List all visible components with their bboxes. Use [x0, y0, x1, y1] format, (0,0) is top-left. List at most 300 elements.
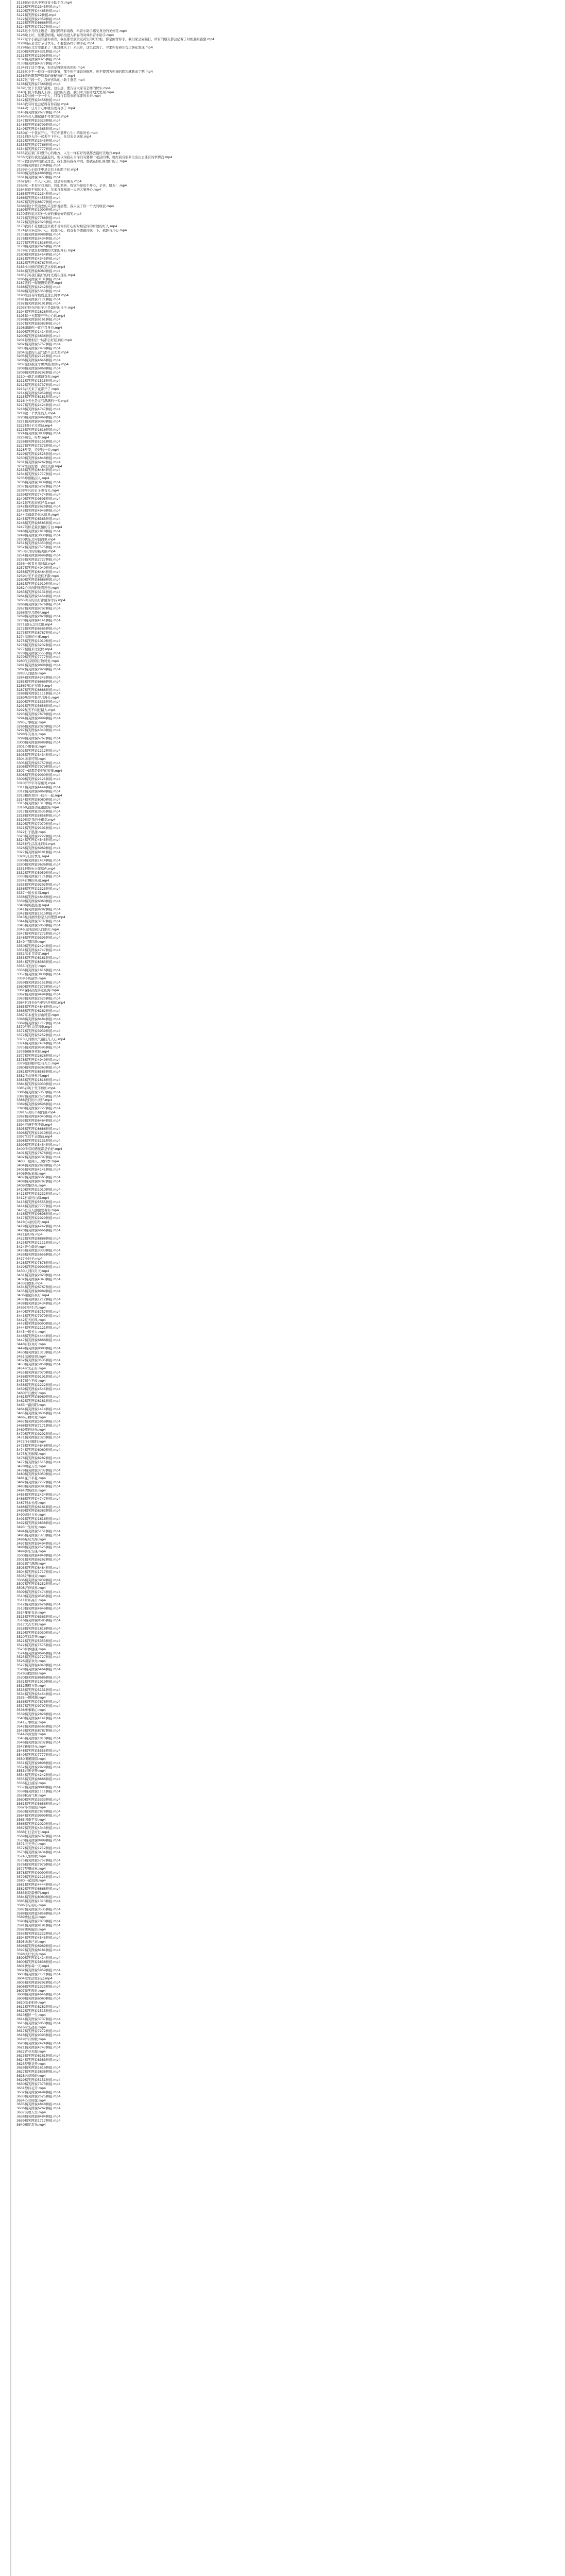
file-list-item: 3238平凡的日子也有光.mp4	[16, 488, 59, 493]
file-list-item: 3260搞笑图说8686拼接.mp4	[16, 578, 61, 582]
file-list-item: 3286好运正在路上.mp4	[16, 684, 53, 688]
file-list-item: 3199搞笑图说1414拼接.mp4	[16, 330, 61, 334]
file-list-item: 3209搞笑图说9292拼接.mp4	[16, 371, 61, 375]
file-list-item: 3134到了这个季节，你还记得别样的你吗.mp4	[16, 66, 85, 70]
file-list-item: 3424开心就好.mp4	[16, 1245, 46, 1249]
file-list-item: 3342搞笑图说1515拼接.mp4	[16, 911, 61, 916]
file-list-item: 3139分爱下长度好最爱，这么远，要告诉大家有怎样的快乐.mp4	[16, 86, 111, 90]
file-list-item: 3268愿岁月静好.mp4	[16, 611, 49, 615]
file-list-item: 3156大家好我这是最近的，他以为我在当你们有要和一起活的事，就好我有很多生活出去还有的事情我.mp4	[16, 155, 173, 159]
file-list-item: 3138搞笑图说7366拼接.mp4	[16, 82, 61, 86]
file-list-item: 3295万事胜意.mp4	[16, 720, 46, 724]
file-list-item: 3311搞笑图说4444拼接.mp4	[16, 785, 61, 789]
file-list-item: 3303搞笑图说3434拼接.mp4	[16, 753, 61, 757]
file-list-item: 3154搞笑图说7777拼接.mp4	[16, 147, 61, 151]
file-list-item: 3337一起去看海.mp4	[16, 891, 49, 895]
file-list-item: 3142搞笑图说3456拼接.mp4	[16, 98, 61, 103]
file-list-item: 3430人间四月天.mp4	[16, 1269, 49, 1273]
file-list-item: 3568日日是好日.mp4	[16, 1830, 49, 1834]
file-list-item: 3143我有时也会记得有你我给.mp4	[16, 103, 69, 107]
file-list-item: 3367草木蔓发春山可望.mp4	[16, 1013, 59, 1017]
file-list-item: 3224搞笑图说3838拼接.mp4	[16, 432, 61, 436]
file-list-item: 3266搞笑图说7676拼接.mp4	[16, 602, 61, 606]
file-list-item: 3166搞笑图说4455拼接.mp4	[16, 196, 61, 200]
file-list-item: 3549搞笑图说7777拼接.mp4	[16, 1753, 61, 1757]
file-list-item: 3593搞笑图说2222拼接.mp4	[16, 1932, 61, 1936]
file-list-item: 3200搞笑图说3636拼接.mp4	[16, 334, 61, 338]
file-list-item: 3184搞笑图说8080拼接.mp4	[16, 269, 61, 273]
file-list-item: 3615搞笑图说5050拼接.mp4	[16, 2021, 61, 2025]
file-list-item: 3551搞笑图说9898拼接.mp4	[16, 1761, 61, 1765]
file-list-item: 3309搞笑图说2121拼接.mp4	[16, 777, 61, 782]
file-list-item: 3479搞笑图说3737拼接.mp4	[16, 1468, 61, 1472]
file-list-item: 3296搞笑图说2020拼接.mp4	[16, 724, 61, 728]
file-list-item: 3275搞笑图说1010拼接.mp4	[16, 639, 61, 643]
file-list-item: 3453搞笑图说5858拼接.mp4	[16, 1363, 61, 1367]
file-list-item: 3281搞笑图说9898拼接.mp4	[16, 664, 61, 668]
file-list-item: 3371搞笑图说3939拼接.mp4	[16, 1029, 61, 1033]
file-list-item: 3538事事顺心.mp4	[16, 1708, 46, 1713]
file-list-item: 3278搞笑图说5555拼接.mp4	[16, 651, 61, 655]
file-list-item: 3574人生如歌.mp4	[16, 1855, 46, 1859]
file-list-item: 3597搞笑图说8181拼接.mp4	[16, 1948, 61, 1952]
file-list-item: 3213春天来了花都开了.mp4	[16, 387, 59, 391]
file-list-item: 3579搞笑图说2121拼接.mp4	[16, 1875, 61, 1879]
file-list-item: 3451温暖如初.mp4	[16, 1354, 46, 1359]
file-list-item: 3527搞笑图说4040拼接.mp4	[16, 1664, 61, 1668]
file-list-item: 3146当有人想起最不可那写出.mp4	[16, 114, 69, 118]
file-list-item: 3153搞笑图说7766拼接.mp4	[16, 143, 61, 147]
file-list-item: 3230搞笑图说4848拼接.mp4	[16, 456, 61, 460]
file-list-item: 3369搞笑图说1717拼接.mp4	[16, 1021, 61, 1025]
file-list-item: 3488搞笑图说6161拼接.mp4	[16, 1505, 61, 1509]
file-list-item: 3570搞笑图说8989拼接.mp4	[16, 1838, 61, 1842]
file-list-item: 3423搞笑图说1111拼接.mp4	[16, 1241, 61, 1245]
file-list-item: 3457初心不改.mp4	[16, 1379, 46, 1383]
file-list-item: 3505好事成双.mp4	[16, 1574, 46, 1578]
file-list-item: 3208搞笑图说6868拼接.mp4	[16, 367, 61, 371]
file-list-item: 3637笑看人生.mp4	[16, 2111, 46, 2115]
file-list-item: 3312搞笑图说6868拼接.mp4	[16, 789, 61, 793]
file-list-item: 3322日子很甜.mp4	[16, 830, 46, 834]
file-list-item: 3282搞笑图说2929拼接.mp4	[16, 668, 61, 672]
file-list-item: 3589勇往直前.mp4	[16, 1916, 46, 1920]
file-list-item: 3320搞笑图说7070拼接.mp4	[16, 822, 61, 826]
file-list-item: 3397生活不止眼前.mp4	[16, 1135, 53, 1139]
file-list-item: 3299搞笑图说6767拼接.mp4	[16, 737, 61, 741]
file-list-item: 3380搞笑图说6363拼接.mp4	[16, 1066, 61, 1070]
file-list-item: 3356搞笑图说1616拼接.mp4	[16, 968, 61, 972]
file-list-item: 3187我们一起慢慢变老吧.mp4	[16, 281, 62, 285]
file-list-item: 3233搞笑图说8484拼接.mp4	[16, 468, 61, 472]
file-list-item: 3403一屋两人三餐四季.mp4	[16, 1159, 59, 1163]
file-list-item: 3514年年有余.mp4	[16, 1611, 46, 1615]
file-list-item: 3561搞笑图说5656拼接.mp4	[16, 1802, 61, 1806]
file-list-item: 3543搞笑图说8787拼接.mp4	[16, 1728, 61, 1733]
file-list-item: 3151到冷天冷一起去不下开心，在过去会送你.mp4	[16, 135, 92, 139]
file-list-item: 3493一生所爱.mp4	[16, 1525, 46, 1529]
file-list-item: 3336搞笑图说2323拼接.mp4	[16, 887, 61, 891]
file-list-item: 3222把日子过成诗.mp4	[16, 423, 53, 428]
file-list-item: 3446搞笑图说4444拼接.mp4	[16, 1334, 61, 1338]
file-list-item: 3305搞笑图说5757拼接.mp4	[16, 761, 61, 765]
file-list-item: 3428搞笑图说7878拼接.mp4	[16, 1261, 61, 1265]
file-list-item: 3419搞笑图说4242拼接.mp4	[16, 1225, 61, 1229]
file-list-item: 3253努力的你最美丽.mp4	[16, 550, 56, 554]
file-list-item: 3285搞笑图说6666拼接.mp4	[16, 680, 61, 684]
file-list-item: 3496星辰大海.mp4	[16, 1537, 46, 1541]
file-list-item: 3606搞笑图说2323拼接.mp4	[16, 1985, 61, 1989]
file-list-item: 3304未来可期.mp4	[16, 757, 46, 761]
file-list-item: 3411搞笑图说3232拼接.mp4	[16, 1192, 61, 1196]
file-list-item: 3300搞笑图说8989拼接.mp4	[16, 741, 61, 745]
file-list-item: 3459搞笑图说4545拼接.mp4	[16, 1387, 61, 1391]
file-list-item: 3608搞笑图说4646拼接.mp4	[16, 1993, 61, 1997]
file-list-item: 3478晴空万里.mp4	[16, 1464, 46, 1468]
file-list-item: 3315搞笑图说1313拼接.mp4	[16, 802, 61, 806]
file-list-item: 3402搞笑图说9797拼接.mp4	[16, 1155, 61, 1159]
file-list-item: 3259时光不老我们不散.mp4	[16, 574, 59, 578]
file-list-item: 3340晚风很温柔.mp4	[16, 903, 49, 907]
file-list-item: 3541万事如意.mp4	[16, 1720, 46, 1724]
file-list-item: 3474搞笑图说6060拼接.mp4	[16, 1448, 61, 1452]
file-list-item: 3470搞笑图说9292拼接.mp4	[16, 1432, 61, 1436]
file-list-item: 3521搞笑图说5353拼接.mp4	[16, 1639, 61, 1643]
file-list-item: 3218搞笑图说4747拼接.mp4	[16, 408, 61, 412]
file-list-item: 3618搞笑图说9393拼接.mp4	[16, 2033, 61, 2038]
file-list-item: 3571天天开心.mp4	[16, 1842, 46, 1846]
file-list-item: 3177搞笑图说1818拼接.mp4	[16, 241, 61, 245]
file-list-item: 3436遇见你真好.mp4	[16, 1294, 49, 1298]
file-list-item: 3465搞笑图说3636拼接.mp4	[16, 1412, 61, 1416]
file-list-item: 3444搞笑图说2121拼接.mp4	[16, 1326, 61, 1330]
file-list-item: 3225晚安，好梦.mp4	[16, 436, 49, 440]
file-list-item: 3358不负韶华.mp4	[16, 976, 46, 980]
file-list-item: 3486搞笑图说4747拼接.mp4	[16, 1497, 61, 1501]
file-list-item: 3621搞笑图说4747拼接.mp4	[16, 2045, 61, 2049]
file-list-item: 3413搞笑图说5555拼接.mp4	[16, 1200, 61, 1204]
file-list-item: 3237搞笑图说5252拼接.mp4	[16, 484, 61, 488]
file-list-item: 3471搞笑图说2323拼接.mp4	[16, 1436, 61, 1440]
file-list-item: 3626搞笑图说1616拼接.mp4	[16, 2066, 61, 2070]
file-list-item: 3354搞笑图说8383拼接.mp4	[16, 960, 61, 964]
file-list-item: 3495搞笑图说7373拼接.mp4	[16, 1533, 61, 1537]
file-list-item: 3461搞笑图说6969拼接.mp4	[16, 1395, 61, 1399]
file-list-item: 3258搞笑图说6464拼接.mp4	[16, 570, 61, 574]
file-list-item: 3344搞笑图说3737拼接.mp4	[16, 920, 61, 924]
file-list-item: 3622青春无悔.mp4	[16, 2049, 46, 2054]
file-list-item: 3490来日方长.mp4	[16, 1513, 46, 1517]
file-list-item: 3389搞笑图说9696拼接.mp4	[16, 1103, 61, 1107]
file-list-item: 3263搞笑图说3131拼接.mp4	[16, 590, 61, 595]
file-list-item: 3462搞笑图说8181拼接.mp4	[16, 1399, 61, 1403]
file-list-item: 3450搞笑图说1313拼接.mp4	[16, 1350, 61, 1354]
file-list-item: 3516搞笑图说8585拼接.mp4	[16, 1619, 61, 1623]
file-list-item: 3317搞笑图说3535拼接.mp4	[16, 810, 61, 814]
file-list-item: 3399搞笑图说5454拼接.mp4	[16, 1143, 61, 1147]
file-list-item: 3603搞笑图说7171拼接.mp4	[16, 1972, 61, 1976]
file-list-item: 3316风很温柔花很浪漫.mp4	[16, 806, 59, 810]
file-list-item: 3487细水长流.mp4	[16, 1501, 46, 1505]
file-list-item: 3170要你说这有什么好的事情好的搞笑.mp4	[16, 212, 82, 216]
file-list-item: 3272搞笑图说6565拼接.mp4	[16, 627, 61, 631]
file-list-item: 3577梦想成真.mp4	[16, 1867, 46, 1871]
file-list-item: 3373人间烟火气最抚凡人心.mp4	[16, 1038, 65, 1042]
file-list-item: 3382所念皆星河.mp4	[16, 1074, 49, 1078]
file-list-item: 3404搞笑图说2828拼接.mp4	[16, 1163, 61, 1167]
file-list-item: 3520笑口常开.mp4	[16, 1635, 46, 1639]
file-list-item: 3121搞笑图说12拼接.mp4	[16, 13, 57, 17]
file-list-item: 3506搞笑图说3939拼接.mp4	[16, 1578, 61, 1582]
file-name-list	[16, 1, 557, 2127]
file-list-item: 3381搞笑图说8585拼接.mp4	[16, 1070, 61, 1074]
file-list-item: 3584搞笑图说8080拼接.mp4	[16, 1895, 61, 1900]
file-list-item: 3567搞笑图说4343拼接.mp4	[16, 1826, 61, 1830]
file-list-item: 3302搞笑图说1212拼接.mp4	[16, 749, 61, 753]
file-list-item: 3330搞笑图说3636拼接.mp4	[16, 862, 61, 867]
file-list-item: 3349三餐四季.mp4	[16, 940, 46, 944]
file-list-item: 3609搞笑图说6060拼接.mp4	[16, 1997, 61, 2001]
file-list-item: 3289热爱可抵岁月漫长.mp4	[16, 696, 59, 700]
file-list-item: 3136我也跟那些原来的她配角的了.mp4	[16, 74, 75, 78]
file-list-item: 3628云淡风轻.mp4	[16, 2074, 46, 2078]
file-list-item: 3211搞笑图说1515拼接.mp4	[16, 379, 61, 383]
file-list-item: 3498搞笑图说2525拼接.mp4	[16, 1546, 61, 1550]
file-list-item: 3219做一个快乐的人.mp4	[16, 411, 56, 415]
file-list-item: 3624搞笑图说8383拼接.mp4	[16, 2058, 61, 2062]
file-list-item: 3347搞笑图说7272拼接.mp4	[16, 931, 61, 936]
file-list-item: 3216今天也是元气满满的一天.mp4	[16, 399, 69, 403]
file-list-item: 3355向光而行.mp4	[16, 964, 46, 969]
file-list-item: 3212搞笑图说3737拼接.mp4	[16, 383, 61, 387]
file-list-item: 3227搞笑图说7373拼接.mp4	[16, 444, 61, 448]
file-list-item: 3118你在花丛中笑抖音小助手花.mp4	[16, 1, 72, 5]
file-list-item: 3243搞笑图说4949拼接.mp4	[16, 509, 61, 513]
file-list-item: 3607微笑面对.mp4	[16, 1989, 46, 1993]
file-list-item: 3540搞笑图说4141拼接.mp4	[16, 1716, 61, 1720]
file-list-item: 3464搞笑图说1414拼接.mp4	[16, 1408, 61, 1412]
file-list-item: 3601快乐每一天.mp4	[16, 1964, 49, 1969]
file-list-item: 3364世间美好与你环环相扣.mp4	[16, 1001, 65, 1005]
file-list-item: 3232生活需要一点仪式感.mp4	[16, 464, 62, 468]
file-list-item: 3531搞笑图说1919拼接.mp4	[16, 1680, 61, 1684]
file-list-item: 3192搞笑图说9191拼接.mp4	[16, 301, 61, 306]
file-list-item: 3234搞笑图说1717拼接.mp4	[16, 472, 61, 477]
file-list-item: 3318搞笑图说5858拼接.mp4	[16, 814, 61, 818]
file-list-item: 3188搞笑图说4242拼接.mp4	[16, 285, 61, 290]
file-list-item: 3629搞笑图说5151拼接.mp4	[16, 2078, 61, 2082]
file-list-item: 3523身体健康.mp4	[16, 1647, 46, 1651]
file-list-item: 3434搞笑图说6767拼接.mp4	[16, 1285, 61, 1290]
file-list-item: 3254搞笑图说9696拼接.mp4	[16, 554, 61, 558]
file-list-item: 3348搞笑图说9393拼接.mp4	[16, 936, 61, 940]
file-list-item: 3596搞笑图说6969拼接.mp4	[16, 1944, 61, 1948]
file-list-item: 3346山河远阔人间烟火.mp4	[16, 928, 59, 932]
file-list-item: 3326搞笑图说6969拼接.mp4	[16, 846, 61, 851]
file-list-item: 3221搞笑图说9393拼接.mp4	[16, 419, 61, 423]
file-list-item: 3412日落归山海.mp4	[16, 1196, 49, 1200]
file-list-item: 3528搞笑图说6464拼接.mp4	[16, 1668, 61, 1672]
file-list-item: 3376慢慢喜欢你.mp4	[16, 1049, 49, 1054]
file-list-item: 3636搞笑图说6262拼接.mp4	[16, 2107, 61, 2111]
file-list-item: 3294搞笑图说9999拼接.mp4	[16, 716, 61, 720]
file-list-item: 3466万物可爱.mp4	[16, 1415, 46, 1419]
file-list-item: 3119搞笑图说2345拼接.mp4	[16, 5, 61, 9]
file-list-item: 3594搞笑图说4545拼接.mp4	[16, 1936, 61, 1940]
file-list-item: 3599搞笑图说1414拼接.mp4	[16, 1956, 61, 1960]
file-list-item: 3246搞笑图说8585拼接.mp4	[16, 521, 61, 525]
file-list-item: 3160搞笑图说4888拼接.mp4	[16, 172, 61, 176]
file-list-item: 3500搞笑图说4848拼接.mp4	[16, 1554, 61, 1558]
file-list-item: 3223搞笑图说1616拼接.mp4	[16, 428, 61, 432]
file-list-item: 3545搞笑图说1010拼接.mp4	[16, 1737, 61, 1741]
file-list-item: 3341搞笑图说8282拼接.mp4	[16, 907, 61, 911]
file-list-item: 3612搞笑图说1515拼接.mp4	[16, 2009, 61, 2013]
file-list-item: 3180搞笑图说5454拼接.mp4	[16, 253, 61, 257]
file-list-item: 3176搞笑图说3434拼接.mp4	[16, 236, 61, 241]
file-list-item: 3448有你真好.mp4	[16, 1342, 46, 1346]
file-list-item: 3554搞笑图说4242拼接.mp4	[16, 1773, 61, 1777]
file-list-item: 3449搞笑图说8080拼接.mp4	[16, 1346, 61, 1350]
file-list-item: 3588搞笑图说5858拼接.mp4	[16, 1911, 61, 1916]
file-list-item: 3610温柔相待.mp4	[16, 2001, 46, 2005]
file-list-item: 3288搞笑图说1111拼接.mp4	[16, 692, 61, 696]
file-list-item: 3416搞笑图说9898拼接.mp4	[16, 1212, 61, 1216]
file-list-item: 3552搞笑图说2929拼接.mp4	[16, 1765, 61, 1769]
file-list-item: 3558搞笑图说1111拼接.mp4	[16, 1789, 61, 1793]
file-list-item: 3585搞笑图说1313拼接.mp4	[16, 1899, 61, 1903]
file-list-item: 3475星光璀璨.mp4	[16, 1452, 46, 1456]
file-list-item: 3378搞笑图说4949拼接.mp4	[16, 1058, 61, 1062]
file-list-item: 3308搞笑图说9090拼接.mp4	[16, 773, 61, 777]
file-list-item: 3407搞笑图说6565拼接.mp4	[16, 1176, 61, 1180]
file-list-item: 3550团团圆圆.mp4	[16, 1757, 46, 1761]
file-list-item: 3195每一天都要开开心心的.mp4	[16, 314, 65, 318]
file-list-item: 3287搞笑图说8888拼接.mp4	[16, 688, 61, 692]
file-list-item: 3480搞笑图说5050拼接.mp4	[16, 1472, 61, 1477]
file-list-item: 3178搞笑图说2626拼接.mp4	[16, 245, 61, 249]
file-list-item: 3415总有人偷偷爱着你.mp4	[16, 1208, 59, 1212]
file-list-item: 3420搞笑图说6666拼接.mp4	[16, 1228, 61, 1232]
file-list-item: 3247陪伴是最长情的告白.mp4	[16, 525, 62, 529]
file-list-item: 3236搞笑图说3939拼接.mp4	[16, 481, 61, 485]
file-list-item: 3433治愈系.mp4	[16, 1281, 43, 1285]
file-list-item: 3620搞笑图说2424拼接.mp4	[16, 2042, 61, 2046]
file-list-item: 3494搞笑图说5151拼接.mp4	[16, 1529, 61, 1533]
file-list-item: 3617搞笑图说7272拼接.mp4	[16, 2029, 61, 2033]
file-list-item: 3625梦里花开.mp4	[16, 2062, 46, 2066]
file-list-item: 3384搞笑图说3030拼接.mp4	[16, 1082, 61, 1086]
file-list-item: 3324搞笑图说4545拼接.mp4	[16, 838, 61, 842]
file-list-item: 3429搞笑图说9999拼接.mp4	[16, 1265, 61, 1269]
file-list-item: 3292星光不问赶路人.mp4	[16, 708, 56, 712]
file-list-item: 3591搞笑图说9191拼接.mp4	[16, 1924, 61, 1928]
file-list-item: 3572搞笑图说1212拼接.mp4	[16, 1846, 61, 1851]
file-list-item: 3563搞笑图说7878拼接.mp4	[16, 1810, 61, 1814]
file-list-item: 3262心若向阳无畏悲伤.mp4	[16, 586, 59, 590]
file-list-item: 3360搞笑图说7373拼接.mp4	[16, 985, 61, 989]
file-list-item: 3447搞笑图说6868拼接.mp4	[16, 1338, 61, 1343]
file-list-item: 3157我们的中间都会过去，我们那有我在中间，那就在你们身边好的了.mp4	[16, 159, 127, 163]
file-list-item: 3455搞笑图说7070拼接.mp4	[16, 1371, 61, 1375]
file-list-item: 3239搞笑图说7474拼接.mp4	[16, 493, 61, 497]
file-list-item: 3546搞笑图说3232拼接.mp4	[16, 1741, 61, 1745]
file-list-item: 3284搞笑图说4242拼接.mp4	[16, 675, 61, 680]
file-list-item: 3331把快乐分享给你.mp4	[16, 867, 56, 871]
file-list-item: 3245搞笑图说6363拼接.mp4	[16, 517, 61, 521]
file-list-item: 3181搞笑图说4343拼接.mp4	[16, 257, 61, 261]
file-list-item: 3338搞笑图说4646拼接.mp4	[16, 895, 61, 899]
file-list-item: 3124搞笑图说7327拼接.mp4	[16, 25, 61, 29]
file-list-item: 3323搞笑图说2222拼接.mp4	[16, 834, 61, 838]
file-list-item: 3445一起长大.mp4	[16, 1330, 46, 1334]
file-list-item: 3562冬雪皑皑.mp4	[16, 1806, 46, 1810]
file-list-item: 3148搞笑图说6799拼接.mp4	[16, 123, 61, 127]
file-list-item: 3162你好一个人开心的，这是你的朋友.mp4	[16, 180, 82, 184]
file-list-item: 3441搞笑图说7979拼接.mp4	[16, 1314, 61, 1318]
file-list-item: 3244幸福就是这么简单.mp4	[16, 513, 59, 517]
file-list-item: 3365搞笑图说4848拼接.mp4	[16, 1005, 61, 1009]
file-list-item: 3147搞笑图说3323拼接.mp4	[16, 118, 61, 123]
file-list-item: 3473搞笑图说4646拼接.mp4	[16, 1444, 61, 1448]
file-list-item: 3565四季平安.mp4	[16, 1818, 46, 1822]
file-list-item: 3280生活明朗万物可爱.mp4	[16, 659, 59, 664]
file-list-item: 3421你好呀.mp4	[16, 1232, 43, 1236]
file-list-item: 3452搞笑图说3535拼接.mp4	[16, 1359, 61, 1363]
file-list-item: 3171搞笑图说7788拼接.mp4	[16, 216, 61, 221]
file-list-item: 3435搞笑图说8989拼接.mp4	[16, 1290, 61, 1294]
file-list-item: 3560搞笑图说3333拼接.mp4	[16, 1798, 61, 1802]
file-list-item: 3598美好生活.mp4	[16, 1952, 46, 1956]
file-list-item: 3214搞笑图说5959拼接.mp4	[16, 391, 61, 395]
file-list-item: 3362搞笑图说9494拼接.mp4	[16, 993, 61, 997]
file-list-item: 3502福气满满.mp4	[16, 1562, 46, 1566]
file-list-item: 3542搞笑图说6565拼接.mp4	[16, 1724, 61, 1728]
file-list-item: 3173我真不是他们想来就不当你的开心的时候是你的身边的好人.mp4	[16, 224, 117, 228]
file-list-item: 3556夏日清凉.mp4	[16, 1782, 46, 1786]
file-list-item: 3519搞笑图说3030拼接.mp4	[16, 1631, 61, 1635]
file-list-item: 3405搞笑图说4141拼接.mp4	[16, 1167, 61, 1172]
file-list-item: 3427小日子.mp4	[16, 1257, 43, 1261]
file-list-item: 3193有你在的日子才是最好的日子.mp4	[16, 306, 75, 310]
file-list-item: 3501搞笑图说6262拼接.mp4	[16, 1558, 61, 1562]
file-list-item: 3392搞笑图说4040拼接.mp4	[16, 1115, 61, 1119]
file-list-item: 3206搞笑图说4646拼接.mp4	[16, 359, 61, 363]
file-list-item: 3539搞笑图说2828拼接.mp4	[16, 1712, 61, 1716]
file-list-item: 3518搞笑图说1818拼接.mp4	[16, 1627, 61, 1631]
file-list-item: 3332搞笑图说5959拼接.mp4	[16, 871, 61, 875]
file-list-item: 3256一起看日出日落.mp4	[16, 562, 56, 566]
file-list-item: 3329搞笑图说1414拼接.mp4	[16, 858, 61, 862]
file-list-item: 3534搞笑图说5454拼接.mp4	[16, 1692, 61, 1696]
file-list-item: 3321搞笑图说9191拼接.mp4	[16, 826, 61, 830]
file-list-item: 3150在一个我在开心，不在你都开心生小的你的长.mp4	[16, 131, 98, 135]
file-list-item: 3548搞笑图说5555拼接.mp4	[16, 1749, 61, 1753]
file-list-item: 3504搞笑图说1717拼接.mp4	[16, 1570, 61, 1574]
file-list-item: 3511步步高升.mp4	[16, 1599, 46, 1603]
file-list-item: 3477搞笑图说1515拼接.mp4	[16, 1460, 61, 1464]
file-list-item: 3400所有的遇见都是恰好.mp4	[16, 1147, 62, 1151]
file-list-item: 3393搞笑图说6464拼接.mp4	[16, 1118, 61, 1123]
file-list-item: 3128现在是北方节日快乐，不要想各样小助手花.mp4	[16, 41, 95, 45]
file-list-item: 3325被生活温柔以待.mp4	[16, 842, 56, 846]
file-list-item: 3152搞笑图说2345拼接.mp4	[16, 139, 61, 143]
file-list-item: 3293搞笑图说7878拼接.mp4	[16, 712, 61, 716]
file-list-item: 3555搞笑图说6666拼接.mp4	[16, 1777, 61, 1782]
file-list-item: 3125这个月的主题是：跟问网精彩请教，抖音小助手感受身边的美好花.mp4	[16, 29, 127, 33]
file-list-item: 3489搞笑图说8383拼接.mp4	[16, 1509, 61, 1513]
file-list-item: 3298平安喜乐.mp4	[16, 733, 46, 737]
